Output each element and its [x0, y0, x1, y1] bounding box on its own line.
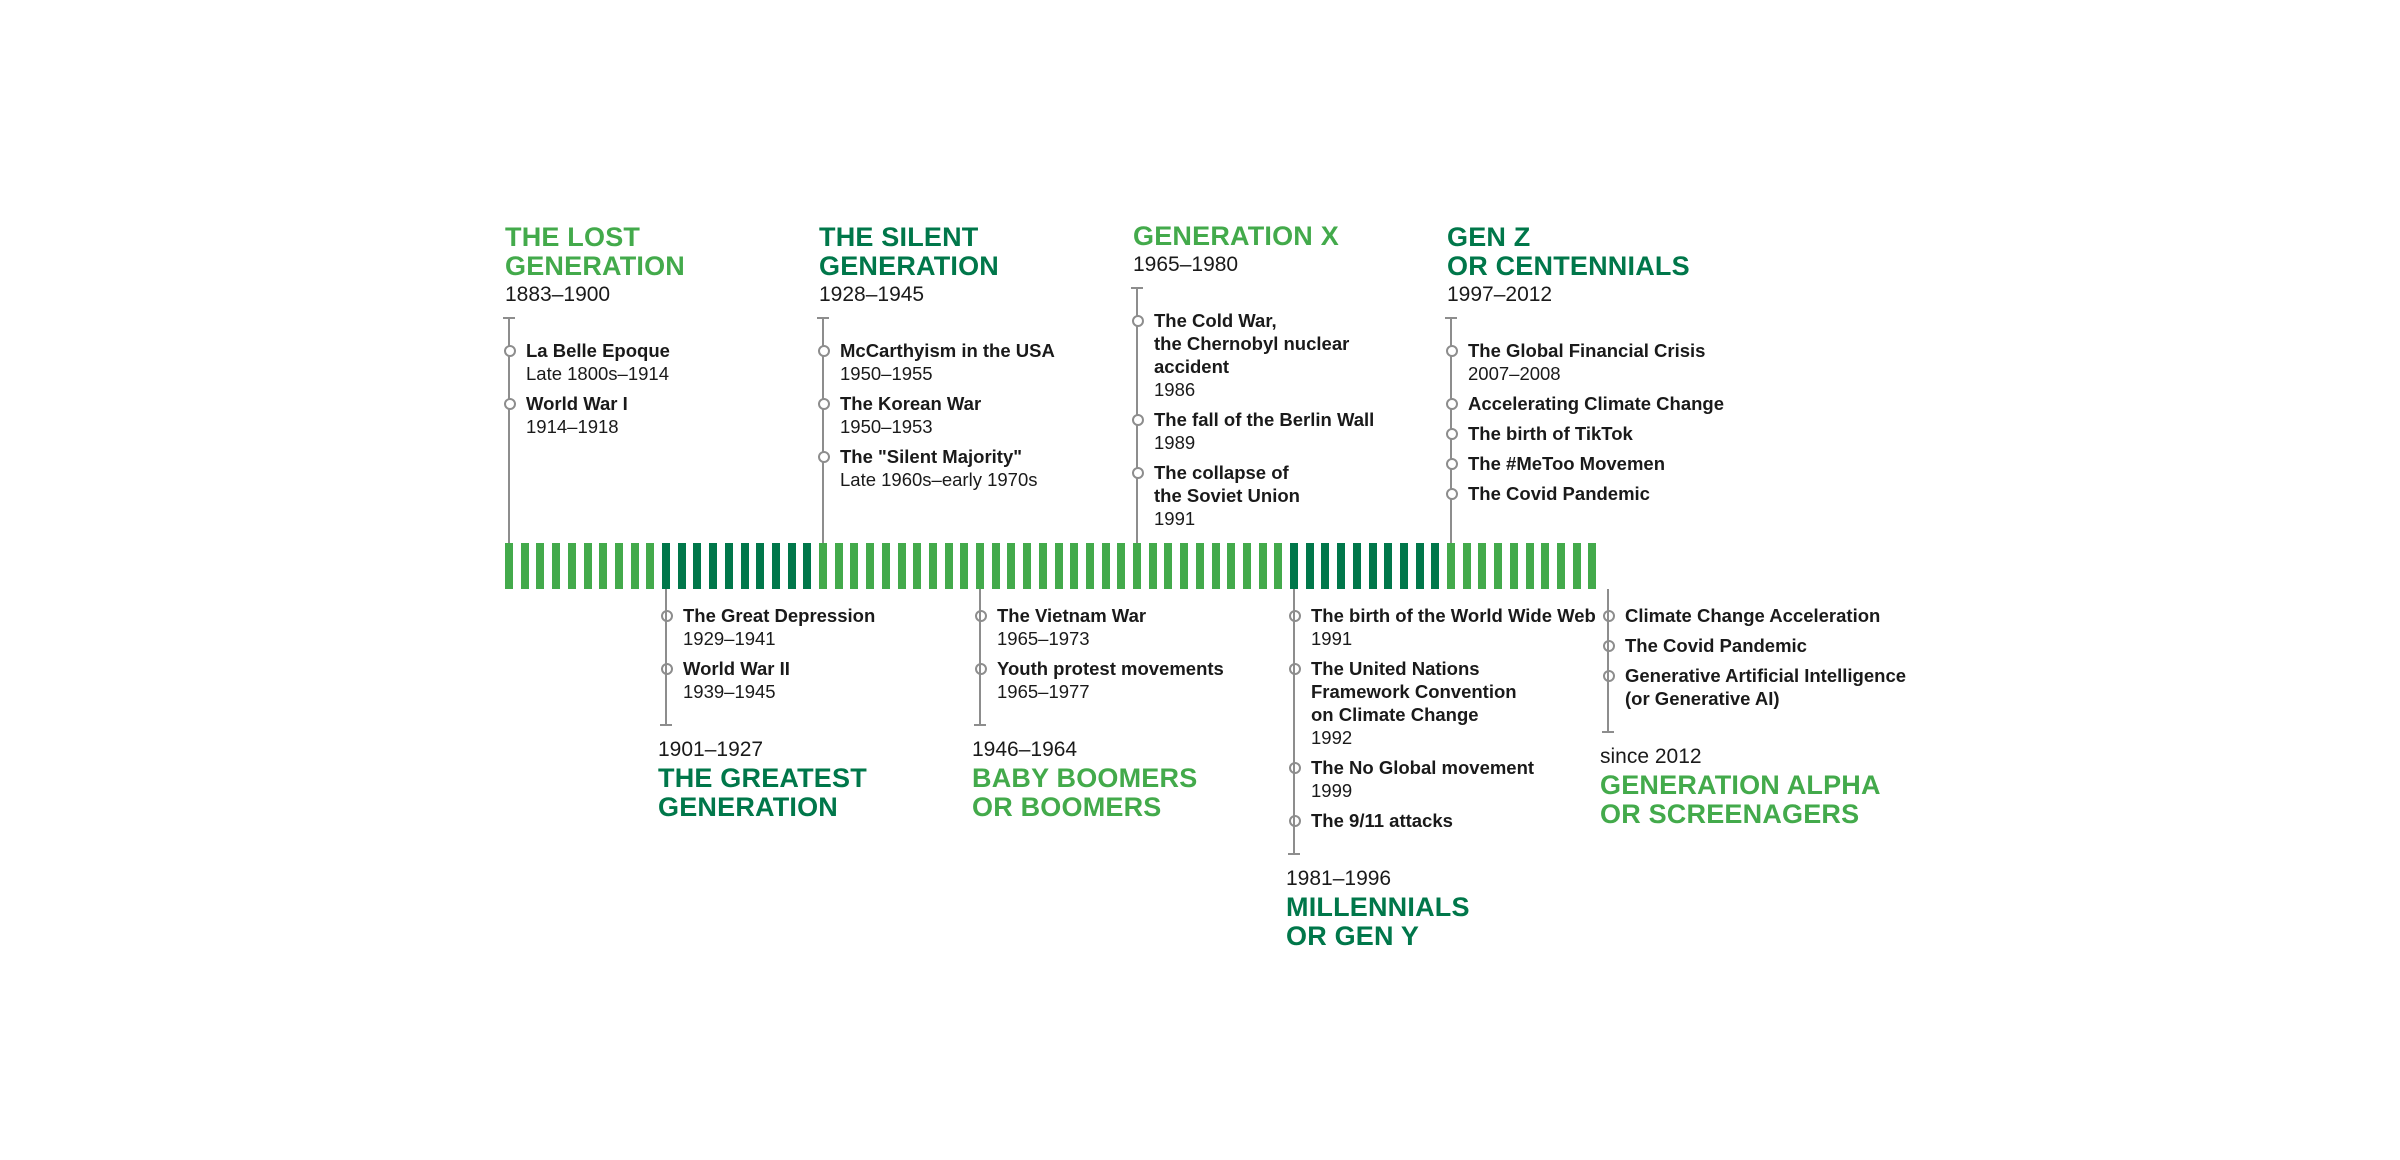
timeline-stripe [505, 543, 513, 589]
generation-years: 1928–1945 [819, 283, 925, 306]
timeline-stripe [1133, 543, 1141, 589]
event-date: 1965–1977 [997, 681, 1090, 702]
event-node [818, 345, 830, 357]
event-node [1446, 345, 1458, 357]
timeline-stripe [1227, 543, 1235, 589]
event-item [683, 657, 1013, 703]
event-node [1446, 458, 1458, 470]
event-date: 1992 [1311, 727, 1353, 748]
timeline-stripe [615, 543, 623, 589]
event-title: The Global Financial Crisis [1468, 340, 1706, 361]
timeline-stripe [803, 543, 811, 589]
generation-header-greatest [658, 736, 978, 822]
timeline-stripe [772, 543, 780, 589]
event-title: World War II [683, 658, 790, 679]
timeline-stripe [1463, 543, 1471, 589]
timeline-stripe [599, 543, 607, 589]
event-node [1132, 315, 1144, 327]
timeline-stripe [866, 543, 874, 589]
timeline-stripe [646, 543, 654, 589]
event-node [1289, 663, 1301, 675]
timeline-stripe [678, 543, 686, 589]
timeline-stripe [1321, 543, 1329, 589]
connector-cap [1288, 853, 1300, 855]
connector-cap [660, 724, 672, 726]
generation-years: 1965–1980 [1133, 253, 1239, 276]
timeline-stripe [1243, 543, 1251, 589]
event-item [1625, 634, 1955, 657]
timeline-stripe [976, 543, 984, 589]
event-title: The birth of TikTok [1468, 423, 1633, 444]
event-node [661, 663, 673, 675]
event-title: World War I [526, 393, 628, 414]
event-item [683, 604, 1013, 650]
timeline-stripe [1384, 543, 1392, 589]
timeline-stripe [756, 543, 764, 589]
event-date: 2007–2008 [1468, 363, 1561, 384]
event-item [1154, 309, 1484, 401]
event-item [1154, 461, 1484, 530]
event-item [1625, 664, 1955, 710]
timeline-stripe [1337, 543, 1345, 589]
event-item [1468, 452, 1798, 475]
timeline-stripe [552, 543, 560, 589]
timeline-stripe [1117, 543, 1125, 589]
event-node [975, 610, 987, 622]
timeline-bar [505, 543, 1604, 589]
event-node [1446, 488, 1458, 500]
event-title: The collapse of the Soviet Union [1154, 462, 1300, 506]
timeline-stripe [819, 543, 827, 589]
event-date: 1914–1918 [526, 416, 619, 437]
generation-years: 1981–1996 [1286, 867, 1392, 890]
generation-title: GENERATION ALPHA OR SCREENAGERS [1600, 770, 1881, 829]
timeline-stripe [1353, 543, 1361, 589]
event-node [1446, 428, 1458, 440]
timeline-stripe [1259, 543, 1267, 589]
event-date: 1986 [1154, 379, 1196, 400]
timeline-stripe [1149, 543, 1157, 589]
timeline-stripe [850, 543, 858, 589]
event-item [1468, 392, 1798, 415]
event-title: The birth of the World Wide Web [1311, 605, 1596, 626]
event-item [997, 657, 1327, 703]
timeline-stripe [945, 543, 953, 589]
generation-title: MILLENNIALS OR GEN Y [1286, 892, 1470, 951]
generation-header-boomers [972, 736, 1292, 822]
connector-line [1293, 589, 1295, 853]
timeline-stripe [913, 543, 921, 589]
timeline-stripe [1102, 543, 1110, 589]
event-date: 1999 [1311, 780, 1353, 801]
timeline-stripe [1023, 543, 1031, 589]
generation-title: BABY BOOMERS OR BOOMERS [972, 763, 1198, 822]
event-node [504, 398, 516, 410]
timeline-stripe [662, 543, 670, 589]
generation-header-genz [1447, 223, 1767, 309]
generation-title: THE SILENT GENERATION [819, 222, 1000, 281]
timeline-stripe [741, 543, 749, 589]
generation-title: THE GREATEST GENERATION [658, 763, 867, 822]
timeline-stripe [1557, 543, 1565, 589]
event-node [818, 451, 830, 463]
event-date: 1989 [1154, 432, 1196, 453]
timeline-stripe [1588, 543, 1596, 589]
timeline-stripe [1039, 543, 1047, 589]
timeline-stripe [1290, 543, 1298, 589]
event-node [818, 398, 830, 410]
timeline-stripe [882, 543, 890, 589]
event-item [1468, 422, 1798, 445]
connector-line [979, 589, 981, 724]
generation-header-lost [505, 223, 825, 309]
event-node [661, 610, 673, 622]
timeline-stripe [1478, 543, 1486, 589]
timeline-stripe [584, 543, 592, 589]
event-item [997, 604, 1327, 650]
connector-line [1607, 589, 1609, 731]
timeline-stripe [1055, 543, 1063, 589]
timeline-stripe [1526, 543, 1534, 589]
event-item [840, 392, 1170, 438]
generation-years: 1901–1927 [658, 738, 764, 761]
event-item [840, 445, 1170, 491]
event-title: The 9/11 attacks [1311, 810, 1453, 831]
event-node [1132, 467, 1144, 479]
timeline-stripe [1541, 543, 1549, 589]
timeline-stripe [1164, 543, 1172, 589]
timeline-stripe [1400, 543, 1408, 589]
event-item [1311, 756, 1641, 802]
generation-header-genx [1133, 222, 1453, 279]
timeline-stripe [1180, 543, 1188, 589]
generation-years: 1946–1964 [972, 738, 1078, 761]
event-node [1603, 640, 1615, 652]
connector-cap [1602, 731, 1614, 733]
event-title: Youth protest movements [997, 658, 1224, 679]
generation-years: since 2012 [1600, 745, 1702, 768]
event-node [504, 345, 516, 357]
event-title: The Great Depression [683, 605, 876, 626]
generation-title: THE LOST GENERATION [505, 222, 686, 281]
timeline-stripe [1416, 543, 1424, 589]
timeline-stripe [1086, 543, 1094, 589]
event-date: Late 1800s–1914 [526, 363, 669, 384]
event-item [1154, 408, 1484, 454]
timeline-stripe [725, 543, 733, 589]
timeline-stripe [929, 543, 937, 589]
timeline-stripe [1447, 543, 1455, 589]
generation-header-millennials [1286, 865, 1606, 951]
event-title: The "Silent Majority" [840, 446, 1023, 467]
generation-header-alpha [1600, 743, 1920, 829]
timeline-stripe [1274, 543, 1282, 589]
generation-years: 1997–2012 [1447, 283, 1553, 306]
event-title: The Covid Pandemic [1625, 635, 1807, 656]
event-item [1311, 657, 1641, 749]
connector-line [665, 589, 667, 724]
event-item [1468, 482, 1798, 505]
timeline-stripe [1196, 543, 1204, 589]
event-node [1603, 610, 1615, 622]
timeline-stripe [631, 543, 639, 589]
event-date: 1991 [1311, 628, 1353, 649]
event-title: La Belle Epoque [526, 340, 670, 361]
event-date: 1965–1973 [997, 628, 1090, 649]
timeline-stripe [1070, 543, 1078, 589]
generation-title: GENERATION X [1133, 221, 1339, 251]
event-node [1289, 610, 1301, 622]
event-date: 1991 [1154, 508, 1196, 529]
event-title: Generative Artificial Intelligence (or Generative AI) [1625, 665, 1907, 709]
timeline-stripe [898, 543, 906, 589]
timeline-stripe [693, 543, 701, 589]
timeline-stripe [536, 543, 544, 589]
timeline-stripe [960, 543, 968, 589]
event-title: The Covid Pandemic [1468, 483, 1650, 504]
timeline-stripe [992, 543, 1000, 589]
generation-title: GEN Z OR CENTENNIALS [1447, 222, 1690, 281]
timeline-stripe [1494, 543, 1502, 589]
timeline-stripe [709, 543, 717, 589]
event-title: The Vietnam War [997, 605, 1147, 626]
event-date: 1929–1941 [683, 628, 776, 649]
event-title: McCarthyism in the USA [840, 340, 1055, 361]
timeline-stripe [1510, 543, 1518, 589]
timeline-stripe [1212, 543, 1220, 589]
event-date: 1950–1953 [840, 416, 933, 437]
event-node [975, 663, 987, 675]
event-node [1603, 670, 1615, 682]
event-node [1289, 762, 1301, 774]
event-date: Late 1960s–early 1970s [840, 469, 1038, 490]
generation-years: 1883–1900 [505, 283, 611, 306]
event-item [526, 392, 856, 438]
timeline-stripe [1369, 543, 1377, 589]
event-item [840, 339, 1170, 385]
event-title: The #MeToo Movemen [1468, 453, 1666, 474]
timeline-stripe [521, 543, 529, 589]
event-title: The Cold War, the Chernobyl nuclear accident [1154, 310, 1350, 377]
event-title: Climate Change Acceleration [1625, 605, 1881, 626]
event-date: 1939–1945 [683, 681, 776, 702]
timeline-stripe [1306, 543, 1314, 589]
event-title: Accelerating Climate Change [1468, 393, 1724, 414]
timeline-stripe [1007, 543, 1015, 589]
event-title: The United Nations Framework Convention on Climate Change [1311, 658, 1517, 725]
event-item [1625, 604, 1955, 627]
event-title: The Korean War [840, 393, 982, 414]
event-node [1132, 414, 1144, 426]
connector-cap [974, 724, 986, 726]
event-node [1446, 398, 1458, 410]
generation-header-silent [819, 223, 1139, 309]
event-title: The No Global movement [1311, 757, 1535, 778]
event-item [1311, 604, 1641, 650]
timeline-stripe [1431, 543, 1439, 589]
event-date: 1950–1955 [840, 363, 933, 384]
event-item [1311, 809, 1641, 832]
event-node [1289, 815, 1301, 827]
event-item [526, 339, 856, 385]
timeline-stripe [1573, 543, 1581, 589]
timeline-stripe [788, 543, 796, 589]
event-item [1468, 339, 1798, 385]
timeline-stripe [835, 543, 843, 589]
timeline-stripe [568, 543, 576, 589]
event-title: The fall of the Berlin Wall [1154, 409, 1375, 430]
